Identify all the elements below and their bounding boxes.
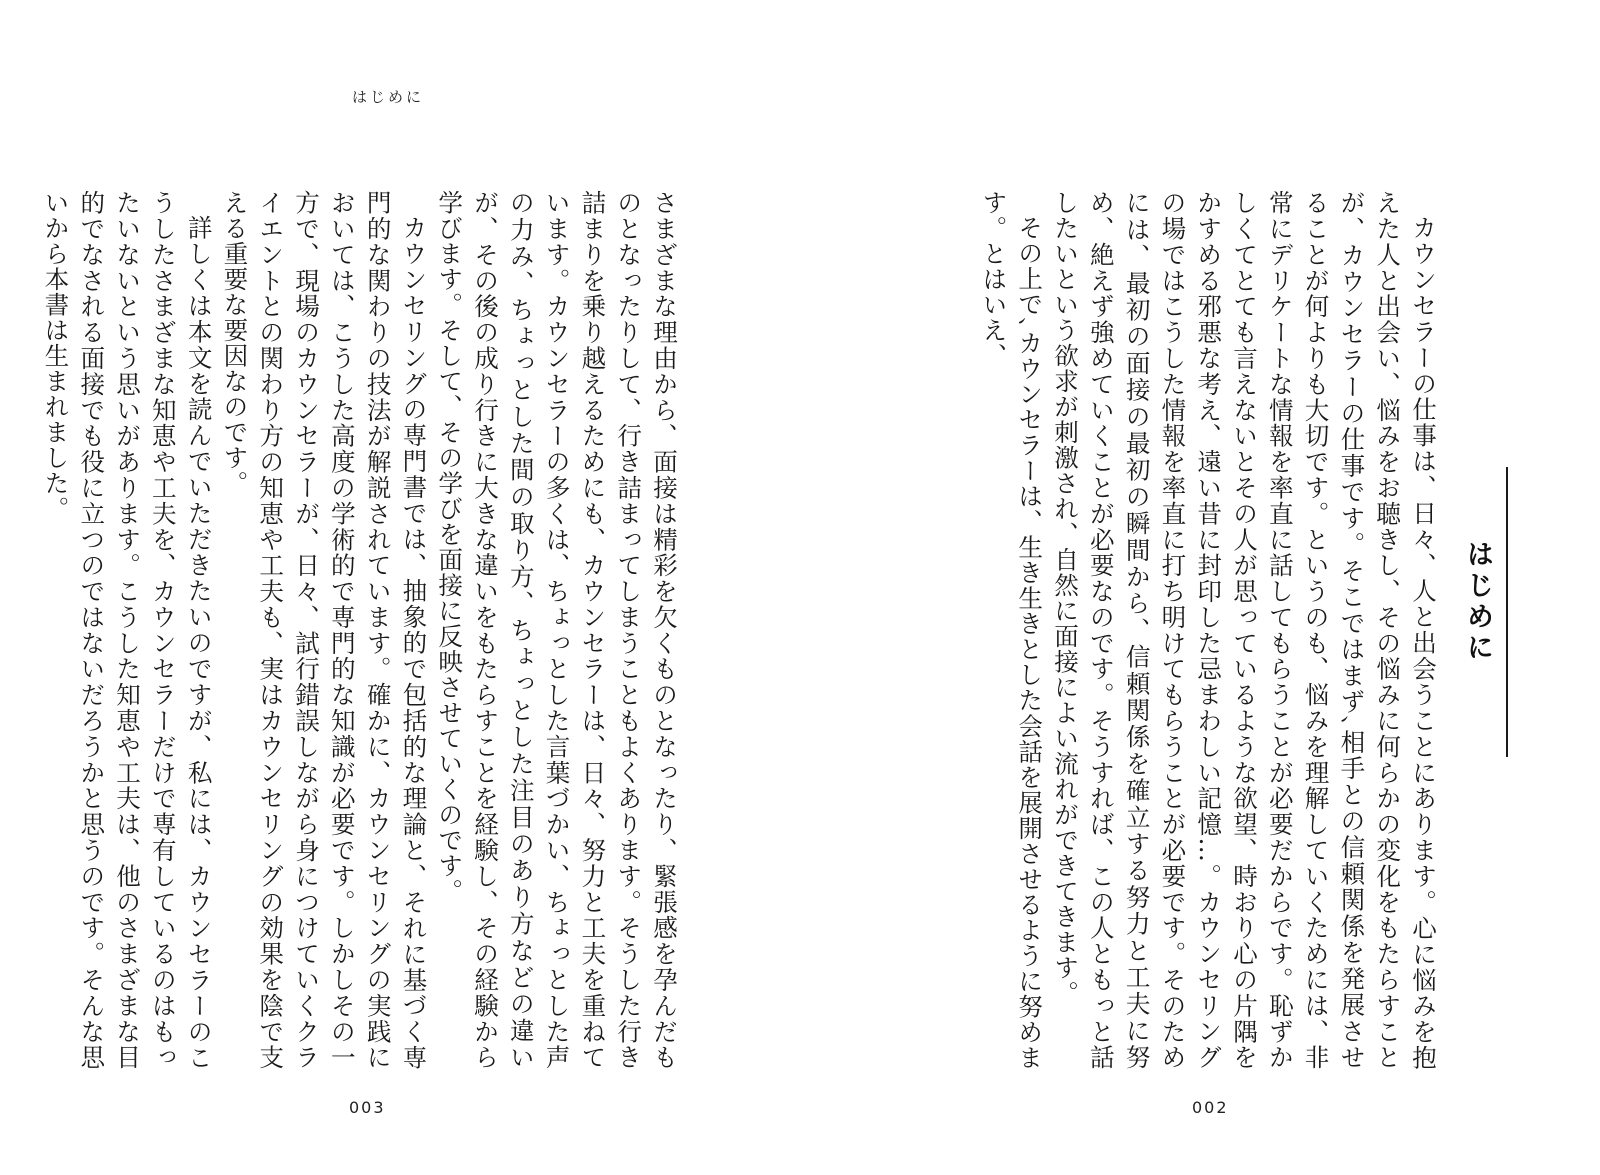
page-number: 002 [1192,1098,1229,1117]
paragraph: カウンセリングの専門書では、抽象的で包括的な理論と、それに基づく専門的な関わりの技法が解説されています。確かに、カウンセリングの実践においては、こうした高度の学術的で専門的な知識が必要です。しかしその一方で、現場のカウンセラーが、日々、試行錯誤しながら身につけていくクライエントとの関わり方の知恵や工夫も、実はカウンセリングの効果を陰で支える重要な要因なのです。 [220,190,429,1070]
body-text [41,190,682,1070]
body-text [943,190,1441,1070]
paragraph: その上で､カウンセラーは、生き生きとした会話を展開させるように努めます。とはいえ、 [979,190,1045,1070]
chapter-title: はじめに [1462,540,1493,664]
paragraph: 詳しくは本文を読んでいただきたいのですが、私には、カウンセラーのこうしたさまざまな知恵や工夫を、カウンセラーだけで専有しているのはもったいないという思いがあります。こうした知恵や工夫は、他のさまざまな目的でなされる面接でも役に立つのではないだろうかと思うのです。そんな思いから本書は生まれました。 [41,190,214,1070]
page-number: 003 [349,1098,386,1117]
right-page [800,0,1600,1175]
chapter-divider [1506,467,1508,757]
paragraph: さまざまな理由から、面接は精彩を欠くものとなったり、緊張感を孕んだものとなったりして、行き詰まってしまうこともよくあります。そうした行き詰まりを乗り越えるためにも、カウンセラーは、日々、努力と工夫を重ねています。カウンセラーの多くは、ちょっとした言葉づかい、ちょっとした声の力み、ちょっとした間の取り方、ちょっとした注目のあり方などの違いが、その後の成り行きに大きな違いをもたらすことを経験し、その経験から学びます。そして、その学びを面接に反映させていくのです。 [435,190,679,1070]
running-head: はじめに [352,88,425,106]
paragraph: カウンセラーの仕事は、日々、人と出会うことにあります。心に悩みを抱えた人と出会い、悩みをお聴きし、その悩みに何らかの変化をもたらすことが、カウンセラーの仕事です。そこではまず､相手との信頼関係を発展させることが何よりも大切です。というのも、悩みを理解していくためには、非常にデリケートな情報を率直に話してもらうことが必要だからです。恥ずかしくてとても言えないとその人が思っているような欲望、時おり心の片隅をかすめる邪悪な考え、遠い昔に封印した忌まわしい記憶…。カウンセリングの場ではこうした情報を率直に打ち明けてもらうことが必要です。そのためには、最初の面接の最初の瞬間から、信頼関係を確立する努力と工夫に努め、絶えず強めていくことが必要なのです。そうすれば、この人ともっと話したいという欲求が刺激され、自然に面接によい流れができてきます。 [1051,190,1438,1070]
